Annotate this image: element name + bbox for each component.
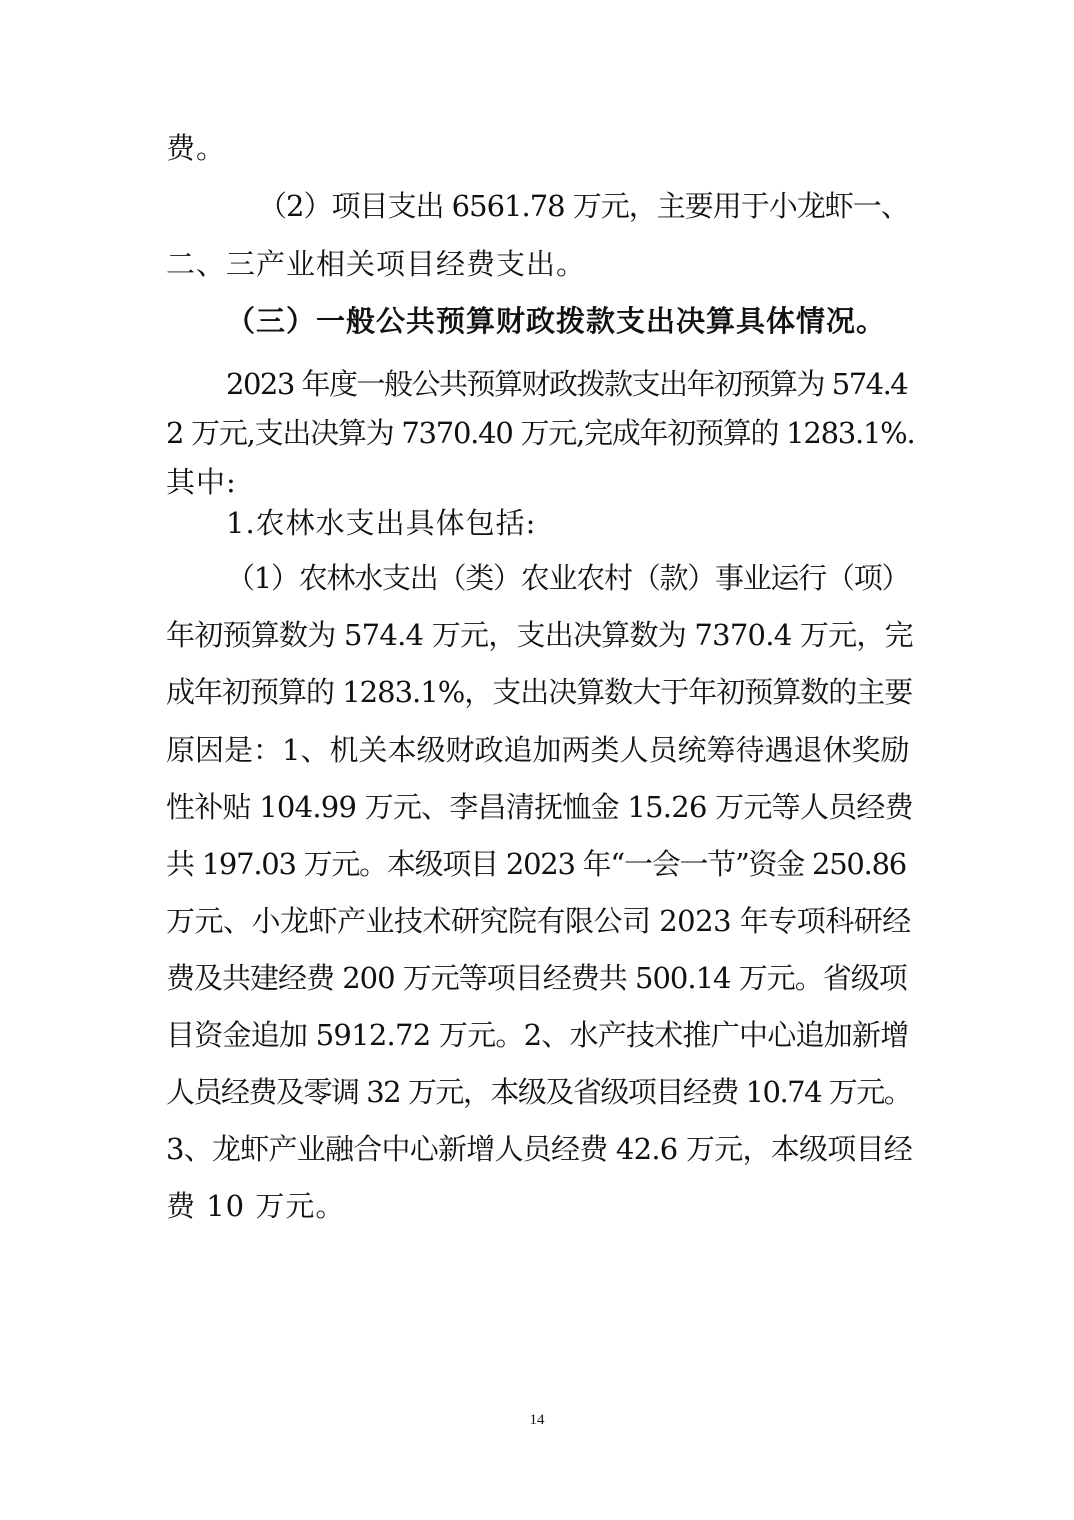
text-line: 费。 bbox=[166, 131, 227, 165]
text-line: 2023 年度一般公共预算财政拨款支出年初预算为 574.4 bbox=[226, 367, 908, 401]
text-line: （2）项目支出 6561.78 万元，主要用于小龙虾一、 bbox=[258, 189, 909, 223]
text-line: 成年初预算的 1283.1%，支出决算数大于年初预算数的主要 bbox=[166, 675, 913, 709]
text-line: 万元、小龙虾产业技术研究院有限公司 2023 年专项科研经 bbox=[166, 904, 911, 938]
text-line: 人员经费及零调 32 万元，本级及省级项目经费 10.74 万元。 bbox=[166, 1075, 912, 1109]
text-line: 费 10 万元。 bbox=[166, 1189, 346, 1223]
text-line: 2 万元,支出决算为 7370.40 万元,完成年初预算的 1283.1%. bbox=[166, 416, 915, 450]
text-line: 共 197.03 万元。本级项目 2023 年“一会一节”资金 250.86 bbox=[166, 847, 906, 881]
section-heading: （三）一般公共预算财政拨款支出决算具体情况。 bbox=[226, 304, 887, 338]
text-line: 其中: bbox=[166, 465, 237, 499]
text-line: 年初预算数为 574.4 万元，支出决算数为 7370.4 万元，完 bbox=[166, 618, 913, 652]
text-line: 目资金追加 5912.72 万元。2、水产技术推广中心追加新增 bbox=[166, 1018, 909, 1052]
text-line: 1.农林水支出具体包括: bbox=[226, 506, 537, 540]
text-line: 原因是：1、机关本级财政追加两类人员统筹待遇退休奖励 bbox=[166, 733, 910, 767]
text-line: （1）农林水支出（类）农业农村（款）事业运行（项） bbox=[226, 561, 910, 595]
text-line: 性补贴 104.99 万元、李昌清抚恤金 15.26 万元等人员经费 bbox=[166, 790, 913, 824]
page-number: 14 bbox=[529, 1412, 545, 1428]
text-line: 二、三产业相关项目经费支出。 bbox=[166, 247, 587, 281]
text-line: 3、龙虾产业融合中心新增人员经费 42.6 万元，本级项目经 bbox=[166, 1132, 912, 1166]
text-line: 费及共建经费 200 万元等项目经费共 500.14 万元。省级项 bbox=[166, 961, 907, 995]
